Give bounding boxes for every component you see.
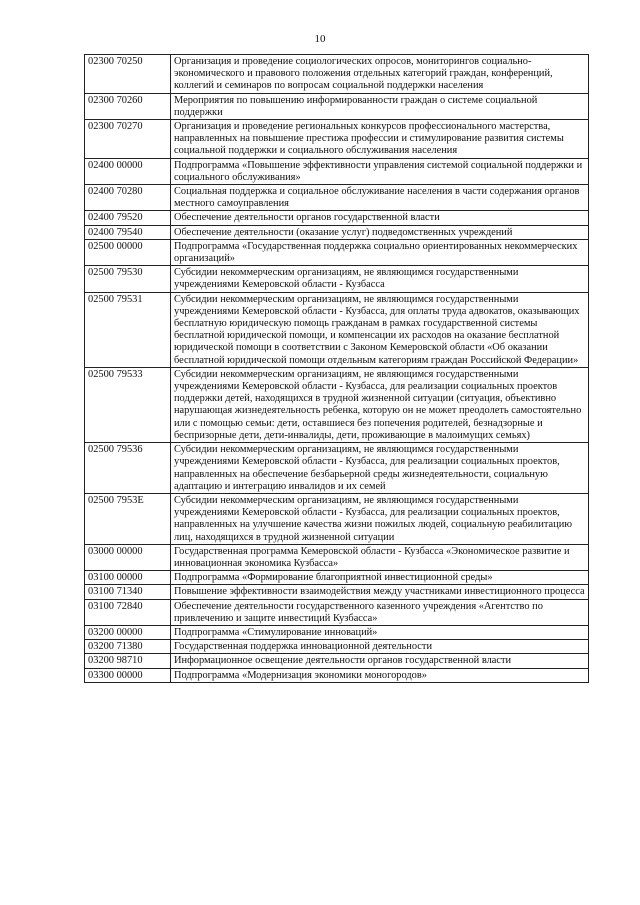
row-name: Подпрограмма «Модернизация экономики моногородов» [171,668,589,682]
row-name: Организация и проведение региональных конкурсов профессионального мастерства, направленных на повышение престижа профессии и стимулирование развития системы социальной поддержки и социального обслуживания населения [171,120,589,159]
row-name: Субсидии некоммерческим организациям, не являющимся государственными учреждениями Кемеровской области - Кузбасса, для оплаты труда адвокатов, оказывающих бесплатную юридическую помощь гражданам в рамках государственной системы бесплатной юридической помощи, и компенсации их расходов на оказание бесплатной юридической помощи в соответствии с Законом Кемеровской области «Об оказании бесплатной юридической помощи отдельным категориям граждан Российской Федерации» [171,292,589,367]
table-row [85,211,589,225]
table-row [85,93,589,119]
row-name: Подпрограмма «Стимулирование инноваций» [171,625,589,639]
row-code: 02500 79533 [85,367,171,442]
table-row [85,225,589,239]
row-name: Организация и проведение социологических опросов, мониторингов социально-экономического и правового положения отдельных категорий граждан, конференций, коллегий и семинаров по вопросам социальной поддержки населения [171,55,589,94]
table-row [85,544,589,570]
row-code: 02300 70260 [85,93,171,119]
table-row [85,640,589,654]
row-code: 02500 00000 [85,239,171,265]
row-name: Субсидии некоммерческим организациям, не являющимся государственными учреждениями Кемеровской области - Кузбасса, для реализации социальных проектов поддержки детей, находящихся в трудной жизненной ситуации (ситуация, объективно нарушающая жизнедеятельность ребенка, которую он не может преодолеть самостоятельно или с помощью семьи: дети, оставшиеся без попечения родителей, безнадзорные и беспризорные дети, дети-инвалиды, дети, проживающие в малоимущих семьях) [171,367,589,442]
row-name: Субсидии некоммерческим организациям, не являющимся государственными учреждениями Кемеровской области - Кузбасса [171,266,589,292]
row-name: Повышение эффективности взаимодействия между участниками инвестиционного процесса [171,585,589,599]
table-row [85,654,589,668]
row-code: 03000 00000 [85,544,171,570]
table-row [85,367,589,442]
row-code: 03200 98710 [85,654,171,668]
row-code: 02400 79540 [85,225,171,239]
table-row [85,239,589,265]
row-name: Обеспечение деятельности (оказание услуг) подведомственных учреждений [171,225,589,239]
row-name: Субсидии некоммерческим организациям, не являющимся государственными учреждениями Кемеровской области - Кузбасса, для реализации социальных проектов, направленных на обеспечение безбарьерной среды жизнедеятельности, социальную адаптацию и интеграцию инвалидов и их семей [171,443,589,494]
table-row [85,625,589,639]
row-code: 02500 7953Е [85,493,171,544]
row-code: 03200 00000 [85,625,171,639]
table-row [85,443,589,494]
row-name: Государственная поддержка инновационной деятельности [171,640,589,654]
row-code: 02400 00000 [85,158,171,184]
row-code: 02500 79530 [85,266,171,292]
row-code: 03300 00000 [85,668,171,682]
table-row [85,493,589,544]
row-code: 03100 71340 [85,585,171,599]
row-name: Государственная программа Кемеровской области - Кузбасса «Экономическое развитие и инновационная экономика Кузбасса» [171,544,589,570]
row-code: 02500 79531 [85,292,171,367]
row-name: Мероприятия по повышению информированности граждан о системе социальной поддержки [171,93,589,119]
budget-classification-table [84,54,589,683]
table-row [85,120,589,159]
row-name: Социальная поддержка и социальное обслуживание населения в части содержания органов местного самоуправления [171,185,589,211]
row-name: Подпрограмма «Государственная поддержка социально ориентированных некоммерческих организаций» [171,239,589,265]
table-row [85,266,589,292]
row-code: 03100 00000 [85,571,171,585]
table-row [85,599,589,625]
row-code: 02500 79536 [85,443,171,494]
row-code: 02300 70250 [85,55,171,94]
row-code: 02400 79520 [85,211,171,225]
row-name: Подпрограмма «Повышение эффективности управления системой социальной поддержки и социального обслуживания» [171,158,589,184]
row-name: Подпрограмма «Формирование благоприятной инвестиционной среды» [171,571,589,585]
table-row [85,55,589,94]
row-name: Информационное освещение деятельности органов государственной власти [171,654,589,668]
row-code: 03100 72840 [85,599,171,625]
table-row [85,571,589,585]
row-name: Субсидии некоммерческим организациям, не являющимся государственными учреждениями Кемеровской области - Кузбасса, для реализации социальных проектов, направленных на улучшение качества жизни пожилых людей, социальную реабилитацию лиц, находящихся в трудной жизненной ситуации [171,493,589,544]
table-row [85,585,589,599]
table-row [85,292,589,367]
table-row [85,668,589,682]
row-name: Обеспечение деятельности государственного казенного учреждения «Агентство по привлечению и защите инвестиций Кузбасса» [171,599,589,625]
table-row [85,185,589,211]
row-code: 02400 70280 [85,185,171,211]
row-code: 02300 70270 [85,120,171,159]
page-number: 10 [314,33,326,45]
row-code: 03200 71380 [85,640,171,654]
table-row [85,158,589,184]
row-name: Обеспечение деятельности органов государственной власти [171,211,589,225]
